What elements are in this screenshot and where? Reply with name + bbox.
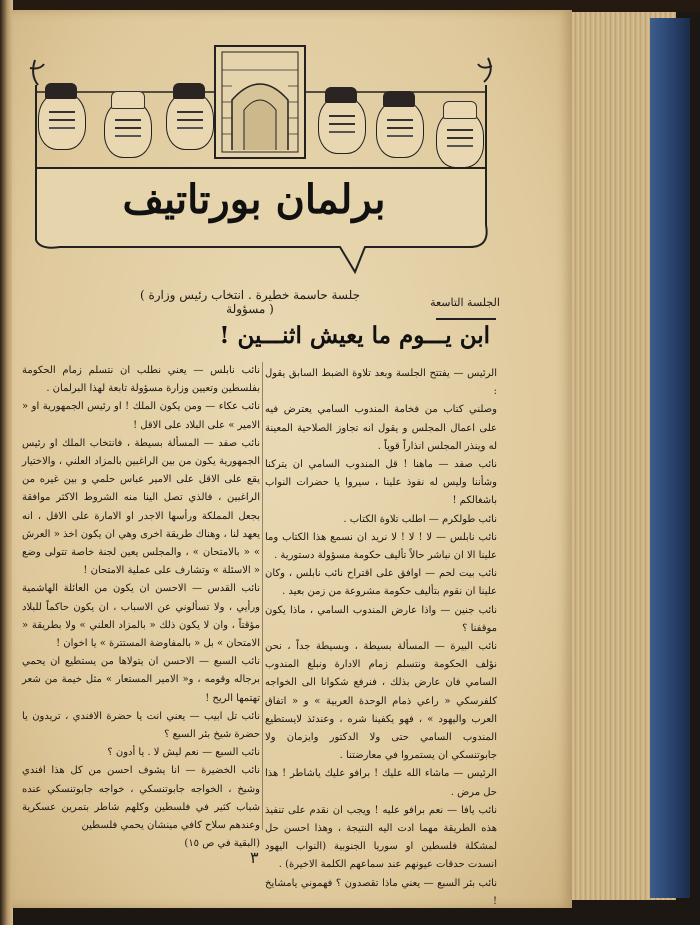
right-paragraph: نائب البيرة — المسألة بسيطة ، وبسيطة جداً ، نحن نؤلف الحكومة ونتسلم زمام الادارة ونبلغ المندوب السامي فان عارض بذلك ، فنرفع شكوانا الى الخواجه كلفرسكي « راعي ذمام الوحدة العربية » و « اتفاق العرب واليهود » ، فهو يكفينا شره ، وعندئذ لايستطيع المندوب السامي حتى ولا الدكتور وايزمان ولا جابوتنسكي ان يستمروا في معارضتنا . [265,641,497,762]
right-paragraph: نائب صفد — ماهنا ! قل المندوب السامي ان يتركنا وشأننا وليس له نفوذ علينا ، سيروا يا حضرات النواب باشغالكم ! [265,459,497,507]
caricature-head-1 [38,92,86,150]
left-column [22,362,260,853]
right-paragraph: نائب بئر السبع — يعني ماذا تقصدون ؟ فهموني يامشايخ ! [265,877,497,907]
caricature-head-3 [166,92,214,150]
article-headline: ابن يـــوم ما يعيش اثنـــين ! [219,322,490,349]
left-paragraph: نائب تل ابيب — يعني انت يا حضرة الافندي ، تريدون يا حضرة شيخ بئر السبع ؟ [22,710,260,741]
right-paragraph: نائب بيت لحم — اوافق على اقتراح نائب نابلس ، وكان علينا ان نقوم بتأليف حكومة مشروعة من زمن بعيد . [265,568,497,598]
caricature-head-4 [318,96,366,154]
masthead-title: برلمان بورتاتيف [122,176,386,223]
caricature-head-2 [104,100,152,158]
caricature-head-5 [376,100,424,158]
session-underline [436,318,496,320]
column-divider [262,362,263,830]
page-number: ٣ [250,848,259,867]
caricature-head-6 [436,110,484,168]
left-paragraph: نائب صفد — المسألة بسيطة ، فانتخاب الملك او رئيس الجمهورية يكون من بين الراغبين بالمزاد العلني ، والاختيار يقع على الاقل على الامير عباس حلمي و بين غيره من الراغبين ، فالذي تصل الينا منه الشروط الاكثر موافقة بجعل المملكة ورأسها الاجدر او الامارة على الاقل ، انه يعهد لنا ، وهناك طريقة اخرى وهي ان يكون اخذ « العرش » « بالامتحان » ، والمجلس يعين لجنة خاصة تتولى وضع « الاسئلة » وتشارف على عملية الامتحان ! [22,437,260,577]
right-paragraph: نائب طولكرم — اطلب تلاوة الكتاب . [343,513,497,525]
right-paragraph: نائب نابلس — لا ! لا ! لا نريد ان نسمع هذا الكتاب وما علينا الا ان نباشر حالاً تأليف حكومة مسؤولة دستورية . [265,531,497,562]
left-paragraph: (البقية في ص ١٥) [184,838,260,850]
right-column [265,365,497,911]
session-subtitle: ( جلسة حاسمة خطيرة . انتخاب رئيس وزارة مسؤولة ) [139,288,361,316]
right-paragraph: وصلني كتاب من فخامة المندوب السامي يعترض فيه على اعمال المجلس و يقول انه تجاوز الصلاحية المعينة له وينذر المجلس انذاراً قوياً . [265,404,497,452]
left-paragraph: نائب السبع — نعم ليش لا . يا أدون ؟ [107,747,260,759]
right-paragraph: نائب يافا — نعم برافو عليه ! ويجب ان نقدم على تنفيذ هذه الطريقة مهما ادت اليه النتيجة ، وهذا احسن حل لمشكلة فلسطين او سوريا الجنوبية (النواب اليهود انسدت حدقات عيونهم عند سماعهم الكلمة الاخيرة) . [265,804,497,871]
right-paragraph: الرئيس — يفتتح الجلسة وبعد تلاوة الضبط السابق يقول : [265,368,497,398]
right-paragraph: الرئيس — ماشاء الله عليك ! برافو عليك ياشاطر ! هذا حل مرض . [265,768,497,798]
session-label: الجلسة التاسعة [430,296,500,309]
left-paragraph: نائب السبع — الاحسن ان يتولاها من يستطيع ان يحمي برجاله وقومه ، و« الامير المستعار » مثل خيمة من شعر تهتمها الريح ! [22,656,260,704]
left-paragraph: نائب نابلس — يعني نطلب ان نتسلم زمام الحكومة بفلسطين وتعيين وزارة مسؤولة تابعة لهذا البرلمان . [22,365,260,395]
left-paragraph: نائب القدس — الاحسن ان يكون من العائلة الهاشمية ورأيي ، ولا تسألوني عن الاسباب ، ان يكون حاكماً للبلاد مؤقتاً ، وان لا يكون ذلك « بالمزاد العلني » ولا بطريقة « الامتحان » بل « بالمفاوضة المستترة » يا اخوان ! [22,583,260,650]
left-paragraph: نائب عكاء — ومن يكون الملك ! او رئيس الجمهورية او « الامير » على البلاد على الاقل ! [22,401,260,431]
left-paragraph: نائب الخضيرة — انا يشوف احسن من كل هذا افندي وشيخ ، الخواجه جابوتنسكي ، خواجه جابوتنسكي عنده شباب كثير في فلسطين وكلهم شاطر بتمرين عسكرية وعندهم سلاح كافي مينشان يحمي فلسطين [22,765,260,832]
right-paragraph: نائب جنين — واذا عارض المندوب السامي ، ماذا يكون موقفنا ؟ [265,604,497,634]
